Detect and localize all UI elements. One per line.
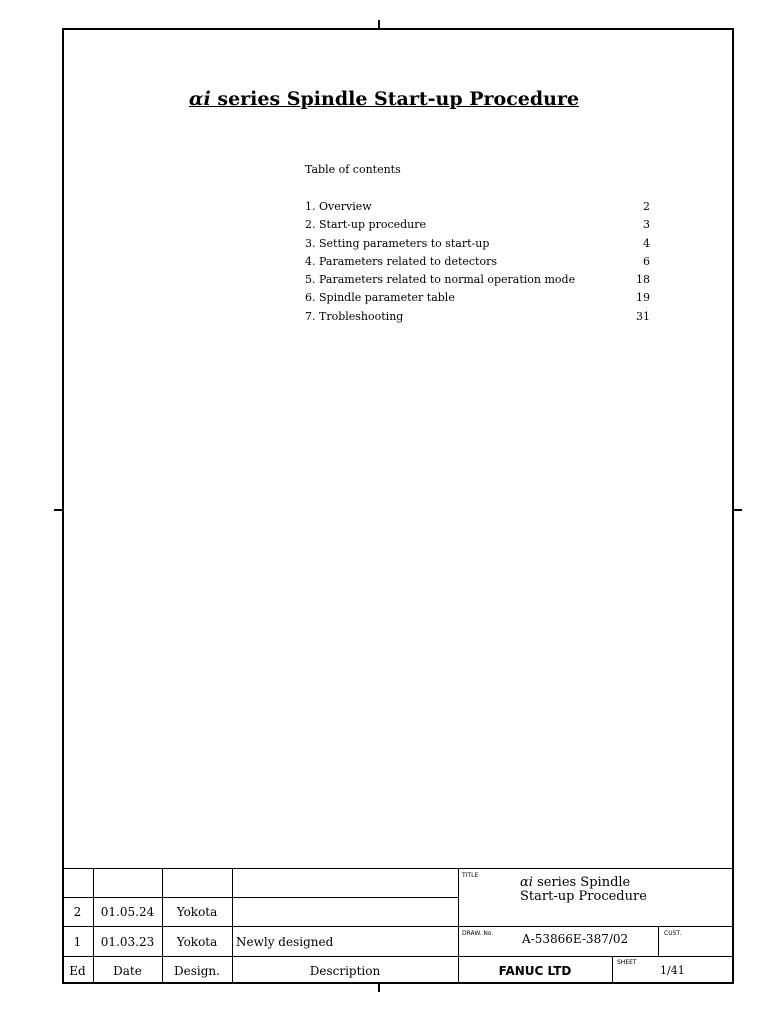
toc-item-label: 3. Setting parameters to start-up — [305, 236, 490, 250]
bottom-tick — [378, 984, 380, 992]
toc-item — [305, 200, 650, 218]
toc-item-page: 3 — [643, 218, 650, 232]
rev-description: Newly designed — [236, 934, 334, 949]
header-description: Description — [309, 963, 381, 978]
toc-item-page: 6 — [643, 254, 650, 268]
left-tick — [54, 509, 62, 511]
toc-item — [305, 218, 650, 236]
toc-item — [305, 310, 650, 328]
title-label: TITLE — [462, 872, 479, 879]
cust-label: CUST. — [664, 930, 682, 937]
toc-item-page: 4 — [643, 236, 650, 250]
rev-description — [236, 898, 456, 926]
header-ed: Ed — [69, 963, 86, 978]
toc-item-page: 31 — [636, 309, 650, 323]
title-main: series Spindle Start-up Procedure — [217, 88, 580, 110]
sheet-label: SHEET — [617, 959, 637, 966]
header-design: Design. — [174, 963, 220, 978]
toc-item-page: 19 — [636, 291, 650, 305]
block-title — [520, 876, 647, 904]
header-date: Date — [113, 963, 142, 978]
rev-ed: 2 — [73, 905, 82, 919]
toc-heading: Table of contents — [305, 163, 401, 176]
toc-item-page: 2 — [643, 200, 650, 213]
block-title-line2: Start-up Procedure — [520, 889, 647, 904]
toc-item — [305, 237, 650, 255]
toc-item-label: 6. Spindle parameter table — [305, 291, 455, 305]
rev-date: 01.03.23 — [100, 934, 155, 949]
toc-item — [305, 255, 650, 273]
company-name: FANUC LTD — [498, 963, 572, 978]
toc-item-label: 7. Trobleshooting — [305, 309, 404, 323]
draw-no: A-53866E-387/02 — [522, 932, 629, 946]
rev-designer: Yokota — [176, 905, 218, 919]
top-tick — [378, 20, 380, 28]
right-tick — [734, 509, 742, 511]
title-block — [62, 868, 734, 984]
toc-item-label: 1. Overview — [305, 200, 372, 213]
block-title-prefix: αi — [520, 875, 533, 890]
toc-item — [305, 273, 650, 291]
toc-item-page: 18 — [636, 273, 650, 287]
sheet-number: 1/41 — [660, 964, 685, 977]
toc-item — [305, 291, 650, 309]
draw-no-label: DRAW. No. — [462, 930, 494, 937]
toc-item-label: 5. Parameters related to normal operation mode — [305, 273, 576, 287]
block-title-line1: series Spindle — [537, 875, 631, 890]
rev-date: 01.05.24 — [100, 905, 155, 919]
toc-item-label: 2. Start-up procedure — [305, 218, 427, 232]
toc-item-label: 4. Parameters related to detectors — [305, 254, 497, 268]
table-of-contents — [305, 200, 650, 328]
title-prefix: αi — [188, 88, 211, 110]
rev-designer: Yokota — [176, 934, 218, 949]
rev-ed: 1 — [73, 934, 82, 949]
page-title — [0, 88, 768, 110]
